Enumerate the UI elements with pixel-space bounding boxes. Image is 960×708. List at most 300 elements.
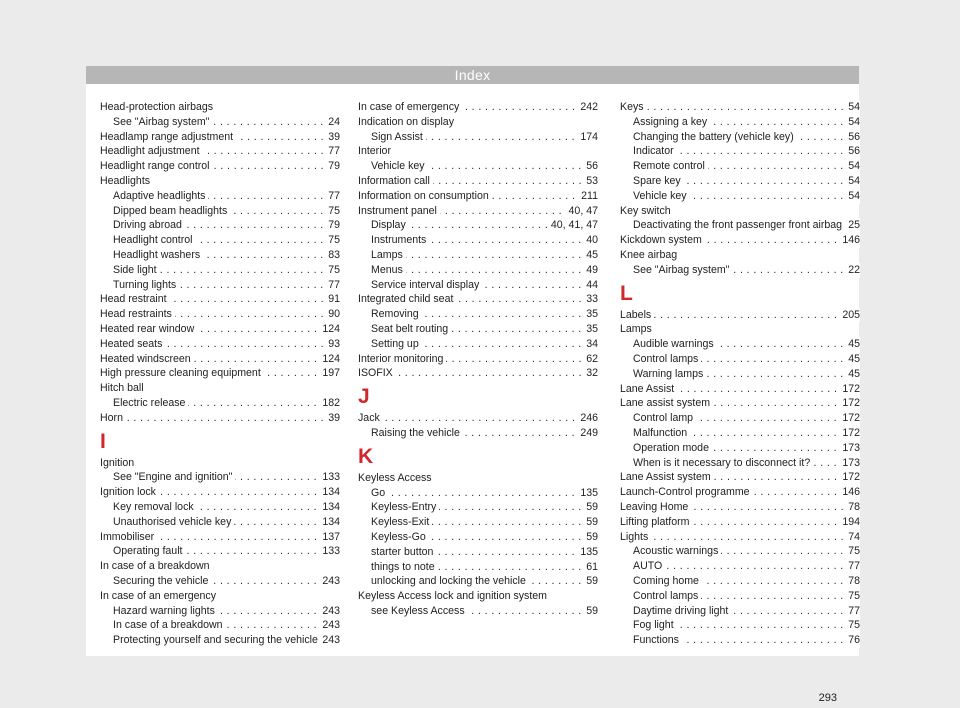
index-subentry [620,352,860,367]
entry-term: High pressure cleaning equipment [100,367,264,379]
entry-page-ref: 53 [583,174,598,189]
index-entry [100,144,340,159]
entry-page-ref: 75 [845,618,860,633]
entry-page-ref: 35 [583,307,598,322]
index-subentry [100,115,340,130]
index-subentry [100,248,340,263]
index-subentry [100,189,340,204]
entry-term: Keyless Access [358,472,435,484]
entry-page-ref: 124 [319,322,340,337]
index-subentry [100,396,340,411]
entry-page-ref: 54 [845,100,860,115]
entry-term: Lights [620,531,651,543]
entry-page-ref: 134 [319,485,340,500]
entry-term: See "Airbag system" [633,264,732,276]
entry-page-ref: 249 [577,426,598,441]
entry-page-ref: 93 [325,337,340,352]
index-subentry [620,130,860,145]
entry-term: Removing [371,308,422,320]
entry-term: Remote control [633,160,708,172]
entry-term: Lane Assist system [620,471,714,483]
entry-page-ref: 211 [578,189,598,204]
entry-page-ref: 135 [577,545,598,560]
entry-term: AUTO [633,560,665,572]
index-subentry [358,560,598,575]
entry-page-ref: 77 [325,144,340,159]
index-entry [100,159,340,174]
index-subentry [358,486,598,501]
entry-term: Securing the vehicle [113,575,211,587]
index-entry [620,308,860,323]
entry-term: Coming home [633,575,702,587]
entry-term: Hazard warning lights [113,605,218,617]
entry-term: Interior monitoring [358,353,446,365]
index-subentry [358,337,598,352]
entry-page-ref: 137 [319,530,340,545]
index-entry [620,500,860,515]
entry-term: Raising the vehicle [371,427,463,439]
index-entry [358,204,598,219]
entry-term: Leaving Home [620,501,691,513]
index-subentry [620,544,860,559]
entry-term: Display [371,219,409,231]
index-entry [358,352,598,367]
entry-term: Kickdown system [620,234,705,246]
entry-term: Jack [358,412,383,424]
entry-term: Headlights [100,175,153,187]
index-entry [100,100,340,115]
entry-page-ref: 59 [583,530,598,545]
entry-term: Changing the battery (vehicle key) [633,131,797,143]
entry-page-ref: 174 [577,130,598,145]
entry-page-ref: 35 [583,322,598,337]
entry-page-ref: 40, 41, 47 [548,218,598,233]
index-entry [620,485,860,500]
index-entry [100,352,340,367]
index-subentry [358,218,598,233]
entry-term: Operating fault [113,545,186,557]
index-subentry [620,559,860,574]
entry-page-ref: 75 [325,233,340,248]
index-subentry [620,189,860,204]
entry-term: Lamps [620,323,655,335]
entry-term: starter button [371,546,436,558]
index-entry [358,115,598,130]
index-entry [358,189,598,204]
entry-page-ref: 133 [319,470,340,485]
index-subentry [100,604,340,619]
entry-term: Setting up [371,338,422,350]
entry-page-ref: 59 [583,500,598,515]
index-entry [100,485,340,500]
entry-page-ref: 40, 47 [566,204,598,219]
index-subentry [100,618,340,633]
index-subentry [620,337,860,352]
entry-page-ref: 40 [583,233,598,248]
entry-term: Labels [620,309,654,321]
entry-page-ref: 242 [577,100,598,115]
entry-page-ref: 24 [325,115,340,130]
index-entry [100,292,340,307]
index-entry [358,366,598,381]
index-entry [358,292,598,307]
index-subentry [620,633,860,648]
entry-term: Headlight washers [113,249,203,261]
entry-page-ref: 75 [845,589,860,604]
index-subentry [358,263,598,278]
entry-term: In case of a breakdown [113,619,226,631]
entry-term: Headlight adjustment [100,145,203,157]
entry-page-ref: 134 [319,515,340,530]
page-header [86,66,859,84]
entry-term: In case of a breakdown [100,560,213,572]
index-subentry [620,589,860,604]
entry-page-ref: 34 [583,337,598,352]
entry-term: Lane assist system [620,397,713,409]
index-entry [358,411,598,426]
entry-page-ref: 182 [319,396,340,411]
entry-term: In case of an emergency [100,590,219,602]
entry-page-ref: 243 [319,633,340,648]
entry-term: Vehicle key [371,160,428,172]
entry-term: Control lamps [633,353,701,365]
index-entry [620,204,860,219]
entry-term: Menus [371,264,406,276]
entry-term: Go [371,487,388,499]
index-entry [620,396,860,411]
index-entry [100,174,340,189]
entry-term: Audible warnings [633,338,717,350]
index-subentry [358,604,598,619]
index-entry [100,381,340,396]
entry-page-ref: 205 [839,308,860,323]
index-entry [620,322,860,337]
index-subentry [358,500,598,515]
entry-term: Head-protection airbags [100,101,216,113]
entry-term: things to note [371,561,438,573]
entry-term: Head restraints [100,308,175,320]
index-entry [100,411,340,426]
entry-page-ref: 54 [845,159,860,174]
entry-term: Daytime driving light [633,605,731,617]
index-subentry [358,530,598,545]
entry-term: Launch-Control programme [620,486,753,498]
entry-term: Headlight range control [100,160,213,172]
section-letter: J [358,385,370,409]
entry-term: Lifting platform [620,516,692,528]
index-entry [358,100,598,115]
entry-term: Ignition lock [100,486,159,498]
entry-term: Indication on display [358,116,457,128]
entry-term: Service interval display [371,279,482,291]
entry-page-ref: 56 [845,130,860,145]
entry-page-ref: 74 [845,530,860,545]
index-subentry [620,218,860,233]
entry-page-ref: 59 [583,515,598,530]
entry-page-ref: 75 [325,204,340,219]
index-subentry [100,233,340,248]
entry-term: Information on consumption [358,190,492,202]
index-subentry [100,278,340,293]
index-page [86,66,860,704]
index-entry [100,559,340,574]
entry-term: See "Airbag system" [113,116,212,128]
entry-page-ref: 45 [845,367,860,382]
index-entry [100,456,340,471]
index-subentry [100,204,340,219]
index-entry [100,130,340,145]
entry-term: Acoustic warnings [633,545,721,557]
entry-term: Spare key [633,175,684,187]
index-entry [100,322,340,337]
index-subentry [100,544,340,559]
entry-page-ref: 33 [583,292,598,307]
index-entry [620,470,860,485]
entry-page-ref: 194 [839,515,860,530]
entry-page-ref: 134 [319,500,340,515]
index-subentry [100,470,340,485]
index-subentry [100,500,340,515]
entry-term: Hitch ball [100,382,147,394]
entry-page-ref: 56 [845,144,860,159]
index-subentry [100,574,340,589]
entry-page-ref: 32 [583,366,598,381]
entry-page-ref: 45 [845,337,860,352]
entry-term: Vehicle key [633,190,690,202]
entry-page-ref: 77 [325,189,340,204]
index-subentry [100,218,340,233]
entry-page-ref: 59 [583,574,598,589]
entry-term: Information call [358,175,433,187]
entry-page-ref: 173 [839,456,860,471]
entry-page-ref: 54 [845,115,860,130]
entry-page-ref: 83 [325,248,340,263]
entry-page-ref: 75 [845,544,860,559]
entry-term: See "Engine and ignition" [113,471,235,483]
entry-term: Heated rear window [100,323,197,335]
entry-term: Headlamp range adjustment [100,131,236,143]
entry-term: Deactivating the front passenger front airbag [633,219,845,231]
entry-page-ref: 25 [845,218,860,233]
entry-term: Unauthorised vehicle key [113,516,234,528]
index-entry [620,382,860,397]
index-entry [358,174,598,189]
index-subentry [620,604,860,619]
entry-term: Sign Assist [371,131,426,143]
entry-term: Keyless-Exit [371,516,432,528]
index-subentry [358,278,598,293]
entry-page-ref: 146 [839,233,860,248]
index-subentry [358,233,598,248]
index-subentry [620,456,860,471]
index-subentry [620,174,860,189]
index-column-1 [100,100,340,648]
page-title: Index [454,67,491,83]
entry-term: In case of emergency [358,101,462,113]
entry-term: Control lamp [633,412,696,424]
entry-term: Assigning a key [633,116,710,128]
entry-term: Integrated child seat [358,293,456,305]
entry-page-ref: 243 [319,618,340,633]
entry-term: Turning lights [113,279,179,291]
entry-term: Indicator [633,145,677,157]
entry-term: Malfunction [633,427,690,439]
entry-page-ref: 124 [319,352,340,367]
index-subentry [358,515,598,530]
entry-term: Key switch [620,205,674,217]
entry-term: Horn [100,412,126,424]
entry-page-ref: 54 [845,189,860,204]
section-letter: K [358,444,374,468]
index-subentry [620,263,860,278]
entry-term: Functions [633,634,682,646]
entry-page-ref: 172 [839,426,860,441]
entry-page-ref: 49 [583,263,598,278]
entry-page-ref: 172 [839,470,860,485]
index-subentry [620,159,860,174]
index-entry [100,366,340,381]
entry-term: Heated seats [100,338,165,350]
entry-page-ref: 76 [845,633,860,648]
entry-page-ref: 172 [839,411,860,426]
entry-term: Lane Assist [620,383,677,395]
entry-term: Side light [113,264,160,276]
index-entry [358,144,598,159]
index-subentry [620,426,860,441]
entry-page-ref: 79 [325,218,340,233]
index-subentry [620,574,860,589]
index-entry [620,530,860,545]
entry-page-ref: 77 [845,559,860,574]
entry-term: Seat belt routing [371,323,451,335]
entry-term: Adaptive headlights [113,190,208,202]
index-subentry [100,515,340,530]
index-subentry [358,248,598,263]
index-column-3 [620,100,860,648]
entry-page-ref: 173 [839,441,860,456]
entry-page-ref: 78 [845,574,860,589]
entry-term: Immobiliser [100,531,157,543]
index-entry [620,233,860,248]
entry-page-ref: 79 [325,159,340,174]
entry-term: Key removal lock [113,501,197,513]
entry-term: Operation mode [633,442,712,454]
index-subentry [620,411,860,426]
entry-page-ref: 77 [325,278,340,293]
index-entry [100,307,340,322]
entry-page-ref: 77 [845,604,860,619]
entry-term: Fog light [633,619,677,631]
entry-page-ref: 246 [577,411,598,426]
entry-term: see Keyless Access [371,605,468,617]
index-subentry [620,618,860,633]
entry-term: Protecting yourself and securing the vehicle [113,634,321,646]
index-subentry [358,545,598,560]
entry-term: Heated windscreen [100,353,194,365]
entry-page-ref: 243 [319,604,340,619]
entry-term: Ignition [100,457,137,469]
entry-page-ref: 61 [583,560,598,575]
entry-page-ref: 56 [583,159,598,174]
entry-term: Instruments [371,234,429,246]
entry-page-ref: 44 [583,278,598,293]
index-subentry [100,263,340,278]
entry-page-ref: 135 [577,486,598,501]
entry-term: Control lamps [633,590,701,602]
index-column-2 [358,100,598,619]
index-entry [358,471,598,486]
entry-term: unlocking and locking the vehicle [371,575,529,587]
index-subentry [620,441,860,456]
entry-page-ref: 78 [845,500,860,515]
entry-term: Interior [358,145,394,157]
index-entry [100,589,340,604]
entry-term: ISOFIX [358,367,396,379]
section-letter: I [100,429,106,453]
index-subentry [358,307,598,322]
index-entry [100,530,340,545]
index-subentry [620,144,860,159]
index-subentry [358,426,598,441]
index-entry [620,515,860,530]
index-subentry [358,159,598,174]
entry-page-ref: 172 [839,396,860,411]
entry-term: Keyless-Go [371,531,429,543]
entry-page-ref: 172 [839,382,860,397]
entry-page-ref: 91 [325,292,340,307]
entry-term: Lamps [371,249,406,261]
entry-term: Instrument panel [358,205,440,217]
entry-term: Driving abroad [113,219,185,231]
index-subentry [620,367,860,382]
entry-page-ref: 45 [583,248,598,263]
entry-term: Keyless-Entry [371,501,439,513]
entry-page-ref: 90 [325,307,340,322]
entry-term: Head restraint [100,293,170,305]
entry-page-ref: 54 [845,174,860,189]
entry-page-ref: 39 [325,411,340,426]
entry-term: When is it necessary to disconnect it? [633,457,813,469]
index-entry [100,337,340,352]
entry-page-ref: 45 [845,352,860,367]
entry-term: Warning lamps [633,368,706,380]
index-entry [620,100,860,115]
index-subentry [358,322,598,337]
index-entry [358,589,598,604]
entry-page-ref: 75 [325,263,340,278]
entry-term: Knee airbag [620,249,680,261]
entry-term: Keyless Access lock and ignition system [358,590,550,602]
index-entry [620,248,860,263]
section-letter: L [620,281,633,305]
entry-term: Dipped beam headlights [113,205,230,217]
entry-term: Headlight control [113,234,196,246]
entry-page-ref: 146 [839,485,860,500]
page-number: 293 [818,692,837,704]
entry-term: Electric release [113,397,188,409]
index-subentry [620,115,860,130]
entry-page-ref: 133 [319,544,340,559]
entry-page-ref: 197 [319,366,340,381]
entry-page-ref: 59 [583,604,598,619]
entry-page-ref: 243 [319,574,340,589]
index-subentry [358,574,598,589]
index-subentry [358,130,598,145]
entry-page-ref: 22 [845,263,860,278]
entry-term: Keys [620,101,647,113]
entry-page-ref: 62 [583,352,598,367]
index-subentry [100,633,340,648]
